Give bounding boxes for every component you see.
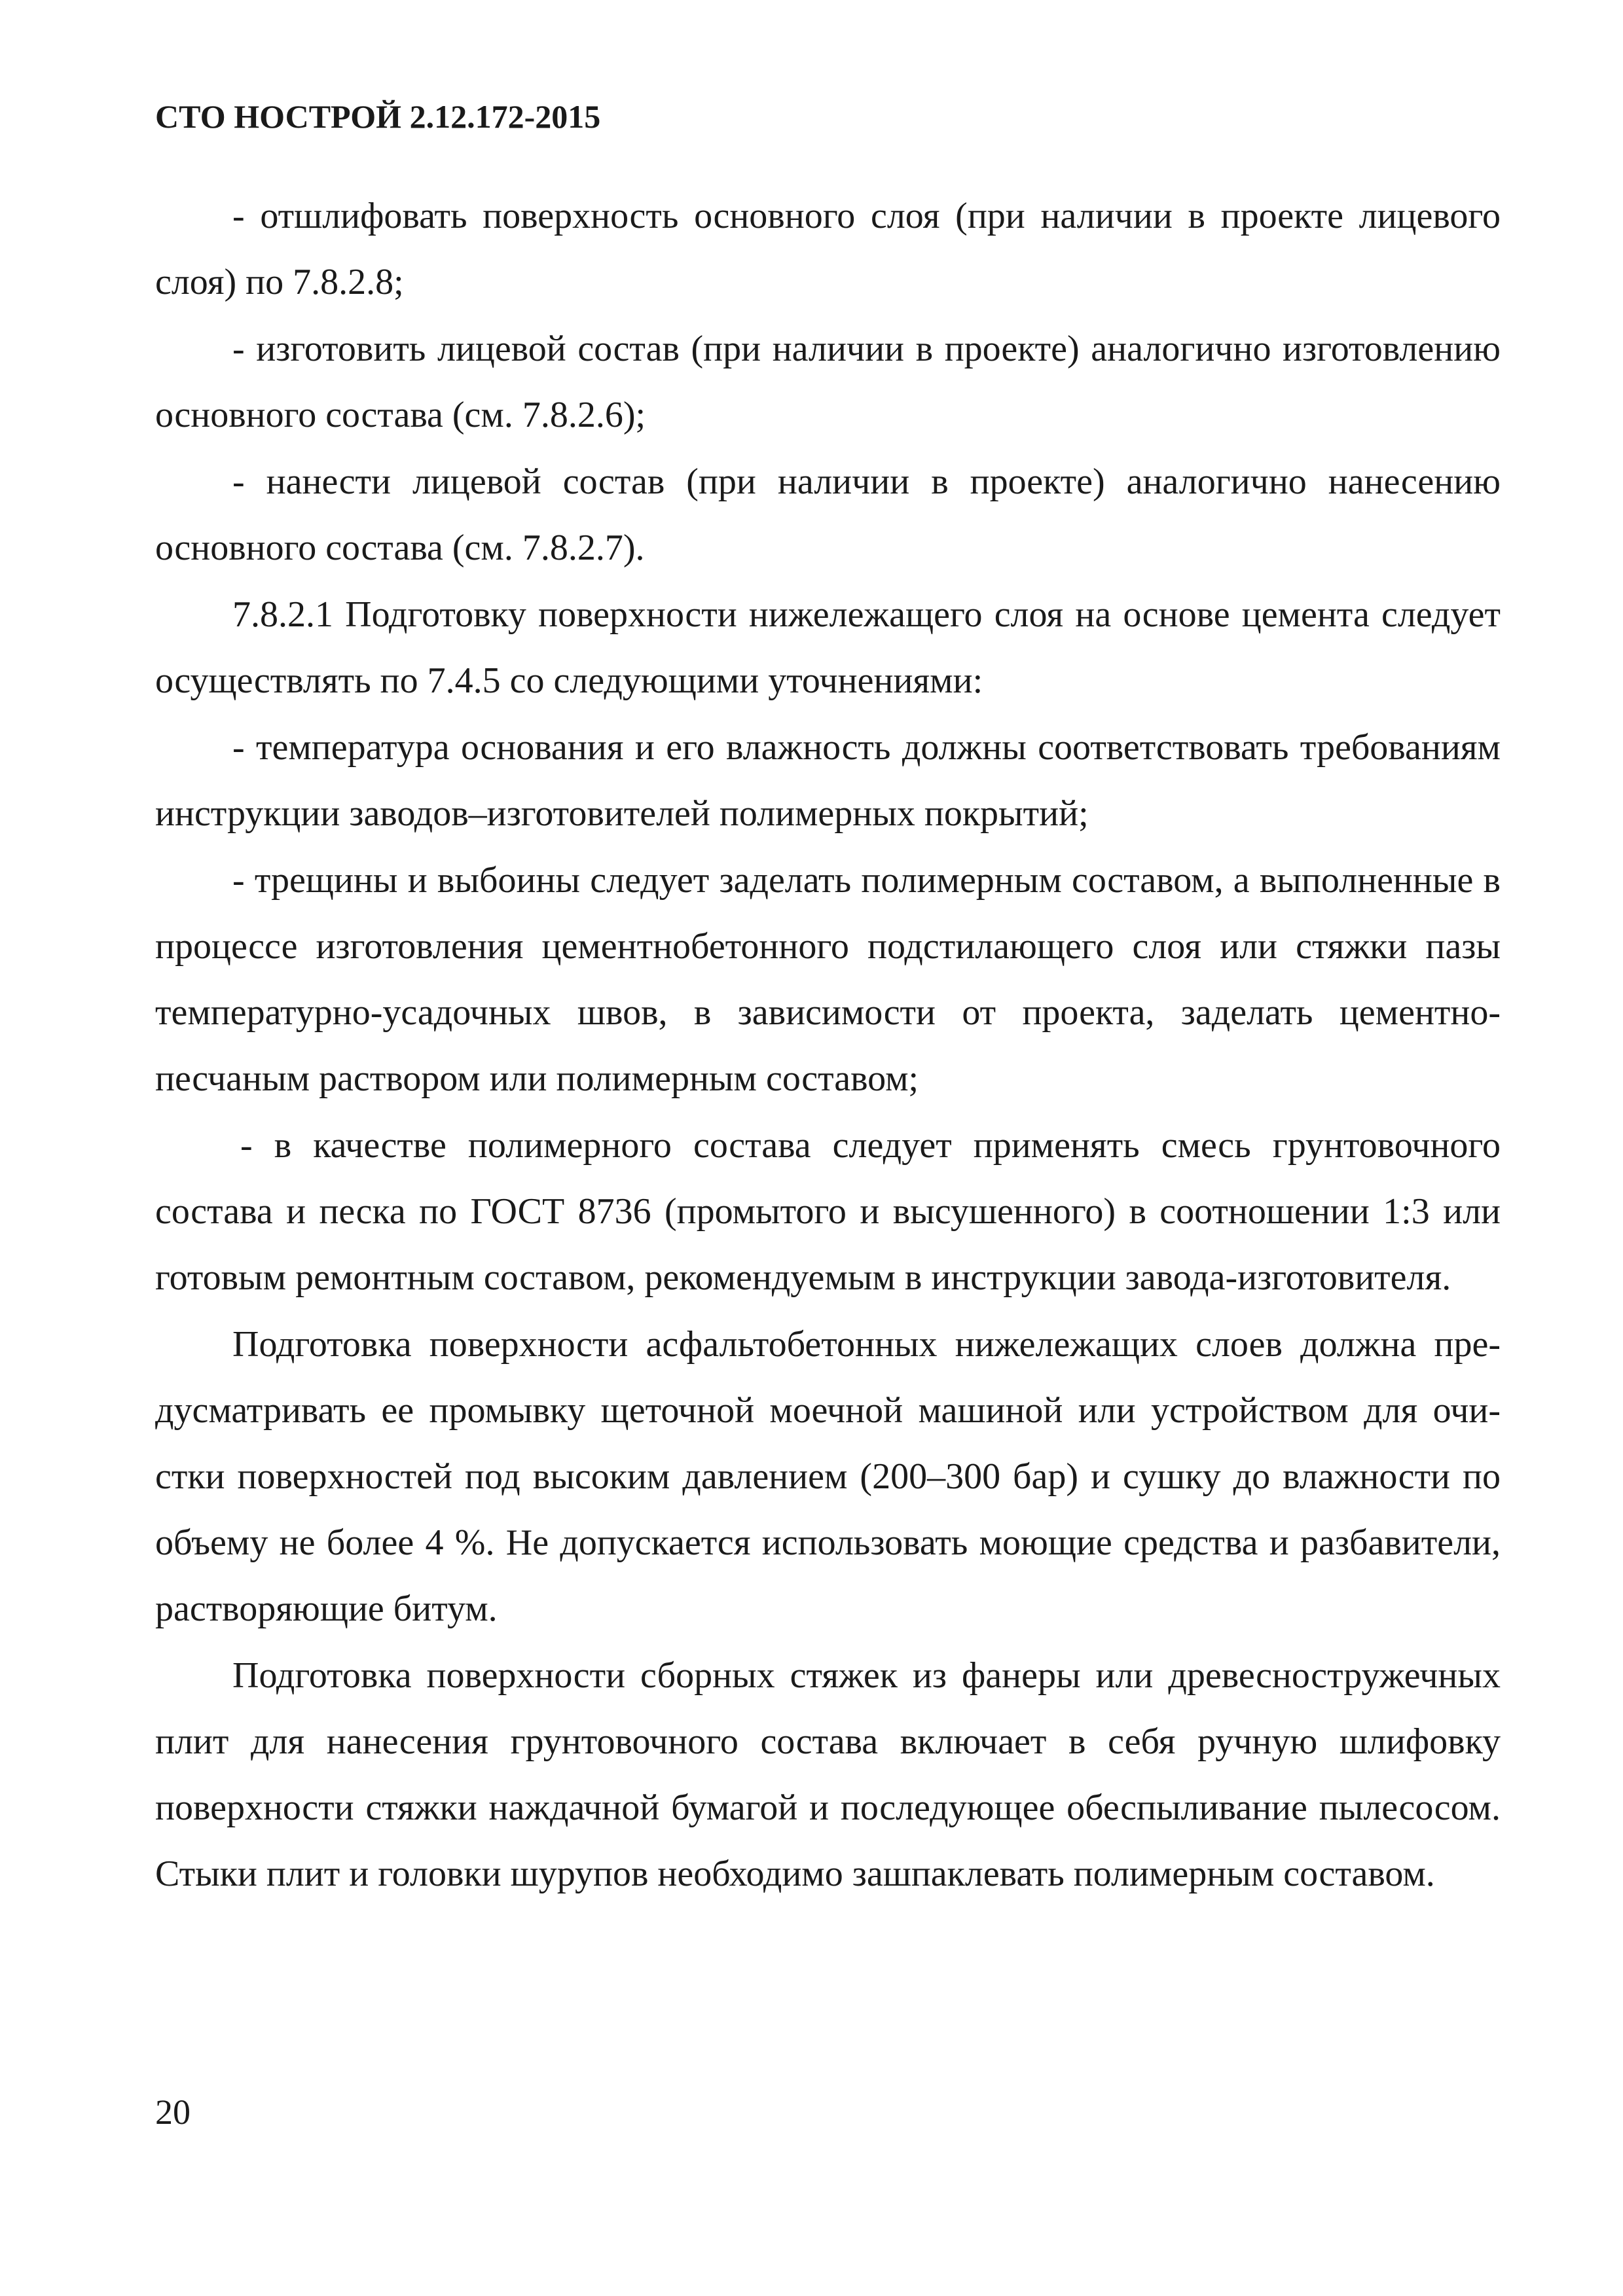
paragraph-cracks-repair: - трещины и выбоины следует заделать полимерным составом, а выполненные в процессе изготовления цементнобетонного подстилающего слоя или стяжки пазы температурно-усадочных швов, в зависимости от проекта, заделать цементно-песчаным раствором или полимерным составом; xyxy=(155,860,1501,1099)
paragraph-face-mix-preparation: - изготовить лицевой состав (при наличии в проекте) аналогично изготовлению основного состава (см. 7.8.2.6); xyxy=(155,329,1501,435)
paragraph-plywood-screed-preparation: Подготовка поверхности сборных стяжек из фанеры или древесностружечных плит для нанесения грунтовочного состава включает в себя ручную шлифовку поверхности стяжки наждачной бумагой и последующее обеспыливание пылесосом. Стыки плит и головки шурупов необходимо зашпаклевать полимерным составом. xyxy=(155,1655,1501,1894)
body-text xyxy=(155,183,1501,1907)
paragraph-face-mix-application: - нанести лицевой состав (при наличии в проекте) аналогично нанесению основного состава (см. 7.8.2.7). xyxy=(155,461,1501,568)
page-number: 20 xyxy=(155,2092,191,2132)
paragraph-clause-7-8-2-1: 7.8.2.1 Подготовку поверхности нижележащего слоя на основе цемента следует осуществлять по 7.4.5 со следующими уточнениями: xyxy=(155,594,1501,701)
standard-code-header: СТО НОСТРОЙ 2.12.172-2015 xyxy=(155,98,601,135)
paragraph-polymer-mix: - в качестве полимерного состава следует применять смесь грунтовочного состава и песка по ГОСТ 8736 (промытого и высушенного) в соотношении 1:3 или готовым ремонтным составом, рекомендуемым в инструкции завода-изготовителя. xyxy=(155,1125,1501,1298)
paragraph-sanding-step: - отшлифовать поверхность основного слоя (при наличии в проекте лицевого слоя) по 7.8.2.8; xyxy=(155,196,1501,302)
paragraph-asphalt-preparation: Подготовка поверхности асфальтобетонных нижележащих слоев должна предусматривать ее промывку щеточной моечной машиной или устройством для очистки поверхностей под высоким давлением (200–300 бар) и сушку до влажности по объему не более 4 %. Не допускается использовать моющие средства и разбавители, растворяющие битум. xyxy=(155,1324,1501,1629)
paragraph-temperature-humidity: - температура основания и его влажность должны соответствовать требованиям инструкции заводов–изготовителей полимерных покрытий; xyxy=(155,727,1501,834)
